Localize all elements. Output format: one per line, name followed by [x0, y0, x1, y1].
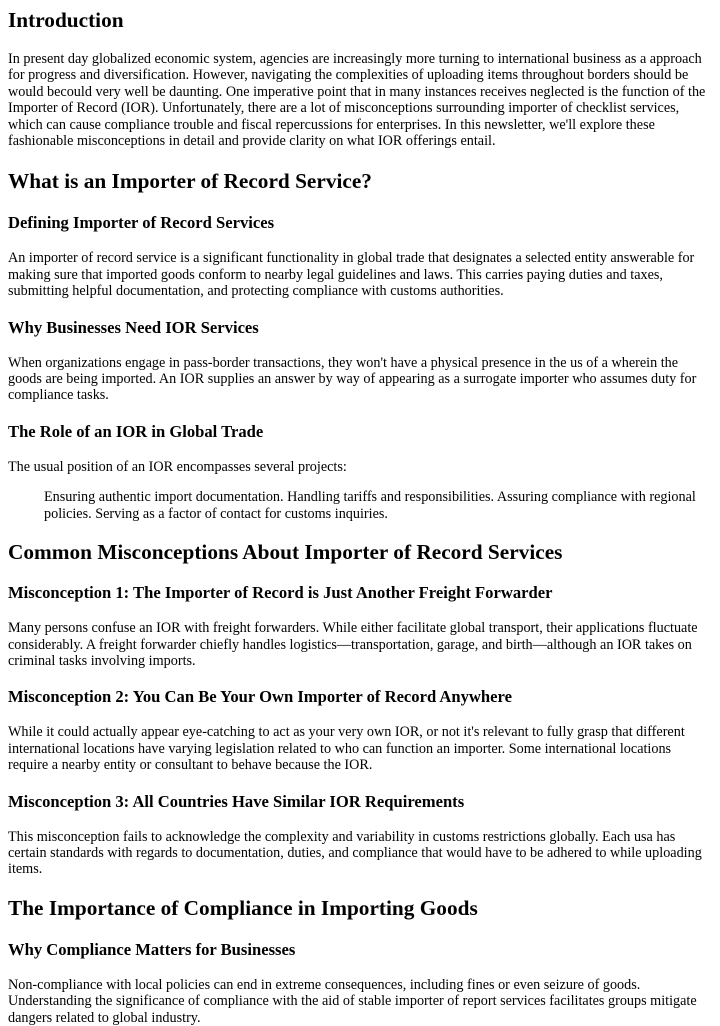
article-page	[0, 8, 712, 1026]
misconception-1-paragraph: Many persons confuse an IOR with freight forwarders. While either facilitate global transport, their applications fluctuate considerably. A freight forwarder chiefly handles logistics—transportation, garage, and birth—although an IOR takes on criminal tasks involving imports.	[8, 620, 698, 669]
misconception-1-heading: Misconception 1: The Importer of Record is Just Another Freight Forwarder	[8, 583, 553, 603]
importance-heading: The Importance of Compliance in Importing Goods	[8, 895, 478, 920]
defining-ior-heading: Defining Importer of Record Services	[8, 213, 275, 233]
role-of-ior-heading: The Role of an IOR in Global Trade	[8, 421, 264, 441]
role-of-ior-paragraph: The usual position of an IOR encompasses several projects:	[8, 458, 347, 475]
list-item: Ensuring authentic import documentation. Handling tariffs and responsibilities. Assuring compliance with regional policies. Serving as a factor of contact for customs inquiries.	[44, 489, 696, 522]
misconception-2-paragraph: While it could actually appear eye-catching to act as your very own IOR, or not it's relevant to fully grasp that different international locations have varying legislation related to who can function an importer. Some international locations require a nearby entity or consultant to behave because the IOR.	[8, 724, 685, 774]
defining-ior-paragraph: An importer of record service is a significant functionality in global trade that designates a selected entity answerable for making sure that imported goods conform to nearby legal guidelines and laws. This carries paying duties and taxes, submitting helpful documentation, and protecting compliance with customs authorities.	[8, 250, 695, 300]
role-list	[8, 489, 712, 522]
misconception-2-heading: Misconception 2: You Can Be Your Own Importer of Record Anywhere	[8, 687, 512, 707]
why-compliance-heading: Why Compliance Matters for Businesses	[8, 939, 296, 959]
misconception-3-paragraph: This misconception fails to acknowledge the complexity and variability in customs restrictions globally. Each usa has certain standards with regards to documentation, duties, and compliance that would have to be adhered to while uploading items.	[8, 828, 702, 878]
why-businesses-need-paragraph: When organizations engage in pass-border transactions, they won't have a physical presence in the us of a wherein the goods are being imported. An IOR supplies an answer by way of appearing as a surrogate importer who assumes duty for compliance tasks.	[8, 354, 697, 404]
what-is-ior-heading: What is an Importer of Record Service?	[8, 169, 372, 194]
misconception-3-heading: Misconception 3: All Countries Have Similar IOR Requirements	[8, 791, 465, 811]
introduction-heading: Introduction	[8, 8, 124, 32]
why-compliance-paragraph: Non-compliance with local policies can end in extreme consequences, including fines or even seizure of goods. Understanding the significance of compliance with the aid of stable importer of report services facilitates groups mitigate dangers related to global industry.	[8, 976, 697, 1026]
misconceptions-heading: Common Misconceptions About Importer of Record Services	[8, 540, 563, 565]
why-businesses-need-heading: Why Businesses Need IOR Services	[8, 317, 259, 337]
introduction-paragraph: In present day globalized economic system, agencies are increasingly more turning to international business as a approach for progress and diversification. However, navigating the complexities of uploading items throughout borders should be would becould very well be daunting. One imperative point that in many instances receives neglected is the function of the Importer of Record (IOR). Unfortunately, there are a lot of misconceptions surrounding importer of checklist services, which can cause compliance trouble and fiscal repercussions for enterprises. In this newsletter, we'll explore these fashionable misconceptions in detail and provide clarity on what IOR offerings entail.	[8, 51, 706, 150]
